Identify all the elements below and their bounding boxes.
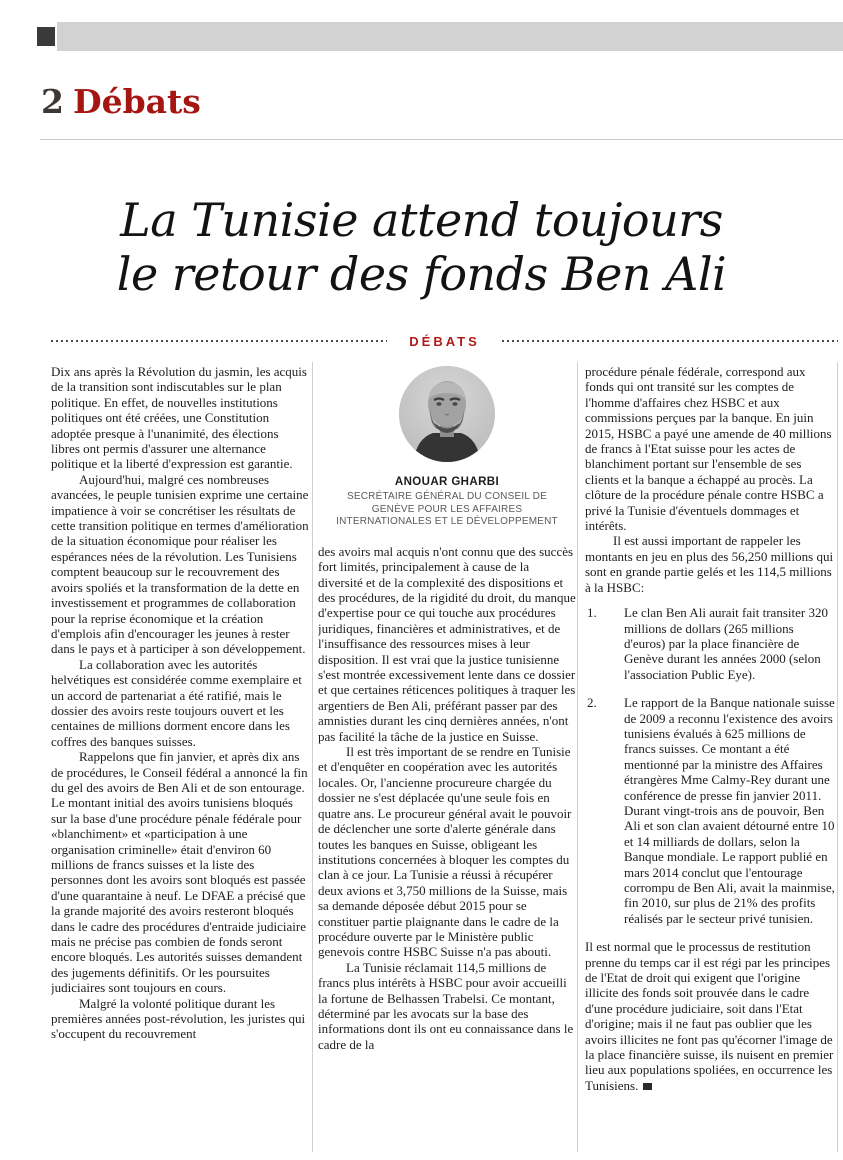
- article-paragraph: Il est normal que le processus de restitution prenne du temps car il est régi par les principes de l'Etat de droit qui exigent que l'origine illicite des fonds soit prouvée dans le cadre d'une procédure judiciaire, soit dans l'Etat d'origine; mais il ne faut pas oublier que les avoirs illicites ne font pas qu'écorner l'image de la place financière suisse, ils nuisent en premier lieu aux populations spoliées, en occurrence les Tunisiens.: [585, 939, 834, 1093]
- column-divider-2: [577, 362, 578, 1152]
- column-2: [318, 364, 576, 1156]
- column-2-text: [318, 544, 576, 1052]
- article-paragraph: procédure pénale fédérale, correspond aux fonds qui ont transité sur les comptes de l'homme d'affaires chez HSBC et aux commissions perçues par la banque. En juin 2015, HSBC a payé une amende de 40 millions de francs à l'Etat suisse pour les actes de blanchiment portant sur l'ensemble de ses clients et la banque a échappé au procès. La clôture de la procédure pénale contre HSBC a privé la Tunisie d'éventuels dommages et intérêts.: [585, 364, 832, 534]
- top-gray-bar: [57, 22, 843, 51]
- article-paragraph: Malgré la volonté politique durant les premières années post-révolution, les juristes qui s'occupent du recouvrement: [51, 995, 306, 1042]
- author-role: SECRÉTAIRE GÉNÉRAL DU CONSEIL DE GENÈVE POUR LES AFFAIRES INTERNATIONALES ET LE DÉVELOPPEMENT: [336, 491, 558, 528]
- article-paragraph: Rappelons que fin janvier, et après dix ans de procédures, le Conseil fédéral a annoncé la fin du gel des avoirs de Ben Ali et de son entourage. Le montant initial des avoirs tunisiens bloqués sur la base d'une procédure pénale fédérale pour «blanchiment» et «participation à une organisation criminelle» était d'environ 60 millions de francs suisses et la liste des personnes dont les avoirs sont bloqués est passée d'une quarantaine à neuf. Le DFAE a précisé que la grande majorité des avoirs resteront bloqués dans le cadre des procédures d'entraide judiciaire mais ne précise pas combien de fonds seront encore bloqués. Les autorités suisses demandent des jugements définitifs. Or les poursuites judiciaires sont toujours en cours.: [51, 749, 308, 996]
- column-3-bottom-text: [585, 939, 835, 1093]
- kicker-label: DÉBATS: [409, 333, 480, 349]
- column-divider-1: [312, 362, 313, 1152]
- header-divider-rule: [40, 139, 843, 140]
- article-end-mark: [643, 1083, 652, 1090]
- article-paragraph: Aujourd'hui, malgré ces nombreuses avancées, le peuple tunisien exprime une certaine impatience à voir se concrétiser les résultats de cette transition politique en termes d'amélioration de la situation économique pour réaliser les espérances nées de la révolution. Les Tunisiens comptent beaucoup sur le recouvrement des avoirs spoliés et la transformation de la dette en investissement et programmes de collaboration pour la reprise économique et la création d'emplois afin d'encourager les jeunes à rester dans le pays et à participer à son développement.: [51, 471, 309, 657]
- article-paragraph: Il est très important de se rendre en Tunisie et d'enquêter en coopération avec les autorités locales. Or, l'ancienne procureure chargée du dossier ne s'est déplacée qu'une seule fois en quatre ans. Le procureur général avait le pouvoir de déclencher une sorte d'alerte générale dans toutes les banques en Suisse, obligeant les institutions concernées à bloquer les comptes du clan à ce jour. La Tunisie a réussi à récupérer deux avions et 3,750 millions de la Suisse, mais sa demande déposée début 2015 pour se constituer partie plaignante dans le cadre de la procédure ouverte par le Ministère public genevois contre HSBC Suisse n'a pas abouti.: [318, 744, 572, 960]
- numbered-list-item: [585, 605, 835, 682]
- numbered-list-item: [585, 695, 835, 926]
- column-3-top-text: [585, 364, 835, 595]
- list-item-text: Le rapport de la Banque nationale suisse de 2009 a reconnu l'existence des avoirs tunisiens évalués à 625 millions de francs suisses. Ce montant a été mentionné par la ministre des Affaires étrangères Mme Calmy-Rey durant une conférence de presse fin janvier 2011. Durant vingt-trois ans de pouvoir, Ben Ali et son clan avaient détourné entre 10 et 14 milliards de dollars, selon la Banque mondiale. Le rapport publié en mars 2014 conclut que l'entourage corrompu de Ben Ali, avait la mainmise, fin 2010, sur plus de 21% des profits réalisés par le secteur privé tunisien.: [624, 695, 835, 926]
- article-headline: [0, 193, 843, 301]
- column-3: [585, 364, 835, 1156]
- list-item-number: 1.: [587, 605, 597, 621]
- dotted-rule-left: [51, 340, 387, 342]
- page-corner-marker: [37, 27, 55, 46]
- author-name: ANOUAR GHARBI: [394, 476, 500, 488]
- list-item-number: 2.: [587, 695, 597, 711]
- column-divider-3: [837, 362, 838, 1152]
- column-1: [51, 364, 309, 1156]
- article-paragraph: Il est aussi important de rappeler les montants en jeu en plus des 56,250 millions qui sont en grande partie gelés et les 114,5 millions à la HSBC:: [585, 533, 834, 595]
- section-header: [41, 82, 201, 122]
- list-item-text: Le clan Ben Ali aurait fait transiter 320 millions de dollars (265 millions d'euros) par la place financière de Genève durant les années 2000 (selon l'association Public Eye).: [624, 605, 828, 682]
- numbered-list: [585, 605, 835, 926]
- kicker-row: [51, 333, 838, 349]
- dotted-rule-right: [502, 340, 838, 342]
- headline-line-1: La Tunisie attend toujours: [120, 193, 723, 247]
- headline-line-2: le retour des fonds Ben Ali: [116, 247, 727, 301]
- page-number: 2: [41, 82, 64, 121]
- author-photo: [399, 366, 495, 462]
- article-paragraph: La collaboration avec les autorités helvétiques est considérée comme exemplaire et un accord de partenariat a été ratifié, mais le dossier des avoirs reste toujours ouvert et les centaines de millions dorment encore dans les coffres des banques suisses.: [51, 656, 302, 749]
- section-name: Débats: [72, 82, 201, 121]
- article-paragraph: La Tunisie réclamait 114,5 millions de francs plus intérêts à HSBC pour avoir accueilli la fortune de Belhassen Trabelsi. Ce montant, déterminé par les avocats sur la base des informations dont ils ont eu connaissance dans le cadre de la: [318, 959, 574, 1052]
- author-portrait-graphic: [399, 366, 495, 462]
- article-paragraph: Dix ans après la Révolution du jasmin, les acquis de la transition sont indiscutables sur le plan politique. En effet, de nouvelles institutions politiques ont été créées, une Constitution adoptée presque à l'unanimité, des élections libres ont permis d'assurer une alternance politique et la liberté d'expression est garantie.: [51, 364, 307, 472]
- article-paragraph: des avoirs mal acquis n'ont connu que des succès fort limités, principalement à cause de la diversité et de la complexité des dispositions et des procédures, de la rigidité du droit, du manque d'expertise pour ce qui touche aux procédures juridiques, financières et administratives, et de l'insuffisance des ressources mises à leur disposition. Il est vrai que la justice tunisienne s'est montrée excessivement lente dans ce dossier et que certaines réticences politiques à traquer les argentiers de Ben Ali, préférant passer par des amnisties durant les cinq dernières années, n'ont pas facilité la tâche de la justice en Suisse.: [318, 543, 576, 744]
